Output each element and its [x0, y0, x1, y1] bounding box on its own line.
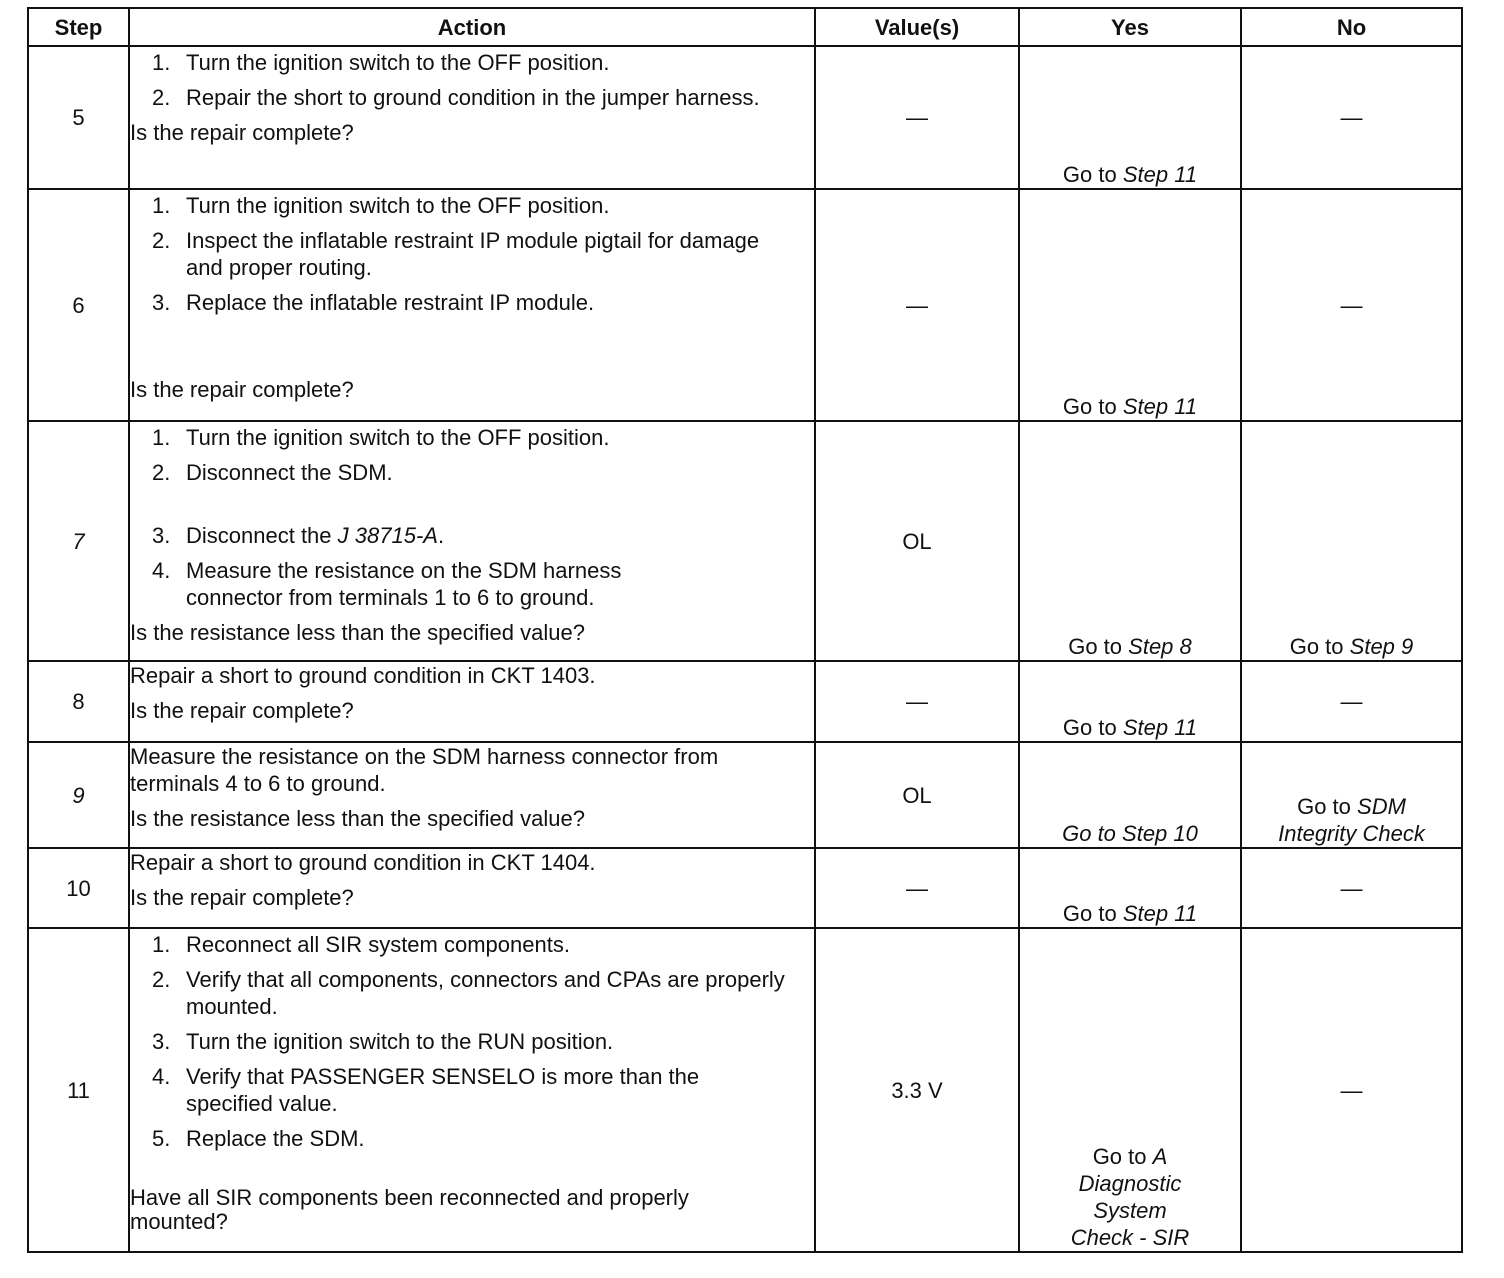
value-cell: — [815, 46, 1019, 189]
yes-cell: Go to Step 8 [1019, 421, 1241, 661]
no-cell: — [1241, 928, 1462, 1252]
question: Is the resistance less than the specified value? [130, 620, 585, 645]
action-cell [129, 742, 815, 848]
table-row [28, 46, 1462, 189]
value-cell: — [815, 848, 1019, 928]
list-item: 3. Turn the ignition switch to the RUN position. [152, 1029, 614, 1054]
question: Is the repair complete? [130, 377, 354, 402]
value-cell: — [815, 661, 1019, 742]
action-cell [129, 189, 815, 421]
value-cell: OL [815, 742, 1019, 848]
header-yes: Yes [1019, 8, 1241, 46]
value-cell: — [815, 189, 1019, 421]
step-link[interactable]: Step 11 [1122, 715, 1198, 740]
check-link[interactable]: System [1093, 1198, 1167, 1223]
no-cell: Go to SDM Integrity Check [1241, 742, 1462, 848]
yes-cell [1019, 742, 1241, 848]
action-cell [129, 421, 815, 661]
yes-cell: Go to Step 11 [1019, 661, 1241, 742]
table-row [28, 421, 1462, 661]
list-item: 1. Turn the ignition switch to the OFF position. [152, 50, 610, 75]
list-item: 1. Turn the ignition switch to the OFF position. [152, 425, 610, 450]
list-item: 2. Inspect the inflatable restraint IP module pigtail for damage and proper routing. [152, 228, 760, 280]
step-link[interactable]: Step 11 [1122, 162, 1198, 187]
list-item: 2. Repair the short to ground condition in the jumper harness. [152, 85, 760, 110]
yes-cell: Go to Step 11 [1019, 189, 1241, 421]
step-link[interactable]: Step 9 [1349, 634, 1414, 659]
step-number: 7 [28, 421, 129, 661]
action-text: Measure the resistance on the SDM harness connector from terminals 4 to 6 to ground. [130, 744, 719, 796]
question: Is the repair complete? [130, 698, 354, 723]
no-cell: — [1241, 661, 1462, 742]
step-number: 5 [28, 46, 129, 189]
question: Is the repair complete? [130, 120, 354, 145]
check-link[interactable]: Check - SIR [1070, 1225, 1190, 1250]
list-item: 3. Replace the inflatable restraint IP module. [152, 290, 595, 315]
question: Is the resistance less than the specified value? [130, 806, 585, 831]
step-link[interactable]: Go to Step 10 [1062, 821, 1198, 846]
check-link[interactable]: A [1152, 1144, 1168, 1169]
step-number: 6 [28, 189, 129, 421]
header-row [28, 8, 1462, 46]
value-cell: 3.3 V [815, 928, 1019, 1252]
value-cell: OL [815, 421, 1019, 661]
question: Is the repair complete? [130, 885, 354, 910]
header-step: Step [28, 8, 129, 46]
action-cell [129, 928, 815, 1252]
diagnostic-table [27, 7, 1463, 1253]
question: Have all SIR components been reconnected and properly mounted? [130, 1185, 689, 1234]
table-row [28, 742, 1462, 848]
step-number: 8 [28, 661, 129, 742]
step-link[interactable]: Step 8 [1128, 634, 1192, 659]
list-item: 2. Verify that all components, connectors and CPAs are properly mounted. [152, 967, 785, 1019]
no-cell: — [1241, 189, 1462, 421]
list-item: 2. Disconnect the SDM. [152, 460, 393, 485]
list-item: 1. Reconnect all SIR system components. [152, 932, 570, 957]
header-no: No [1241, 8, 1462, 46]
table-row [28, 928, 1462, 1252]
header-values: Value(s) [815, 8, 1019, 46]
step-number: 10 [28, 848, 129, 928]
check-link[interactable]: Diagnostic [1078, 1171, 1182, 1196]
table-row [28, 189, 1462, 421]
action-text: Repair a short to ground condition in CKT 1403. [130, 663, 596, 688]
action-cell [129, 46, 815, 189]
list-item: 4. Verify that PASSENGER SENSELO is more than the specified value. [152, 1064, 700, 1116]
table-row [28, 848, 1462, 928]
yes-cell: Go to A Diagnostic System Check - SIR [1019, 928, 1241, 1252]
step-link[interactable]: Step 11 [1122, 394, 1198, 419]
table-row [28, 661, 1462, 742]
action-cell [129, 848, 815, 928]
list-item: 4. Measure the resistance on the SDM harness connector from terminals 1 to 6 to ground. [152, 558, 622, 610]
no-cell: — [1241, 848, 1462, 928]
yes-cell: Go to Step 11 [1019, 848, 1241, 928]
check-link[interactable]: Integrity Check [1278, 821, 1425, 846]
action-text: Repair a short to ground condition in CKT 1404. [130, 850, 596, 875]
header-action: Action [129, 8, 815, 46]
action-cell [129, 661, 815, 742]
list-item: 3. Disconnect the J 38715-A. [152, 523, 445, 548]
yes-cell: Go to Step 11 [1019, 46, 1241, 189]
step-link[interactable]: Step 11 [1122, 901, 1198, 926]
step-number: 11 [28, 928, 129, 1252]
tool-link[interactable]: J 38715-A [337, 523, 438, 548]
check-link[interactable]: SDM [1357, 794, 1406, 819]
list-item: 1. Turn the ignition switch to the OFF position. [152, 193, 610, 218]
list-item: 5. Replace the SDM. [152, 1126, 365, 1151]
no-cell: — [1241, 46, 1462, 189]
no-cell: Go to Step 9 [1241, 421, 1462, 661]
step-number: 9 [28, 742, 129, 848]
